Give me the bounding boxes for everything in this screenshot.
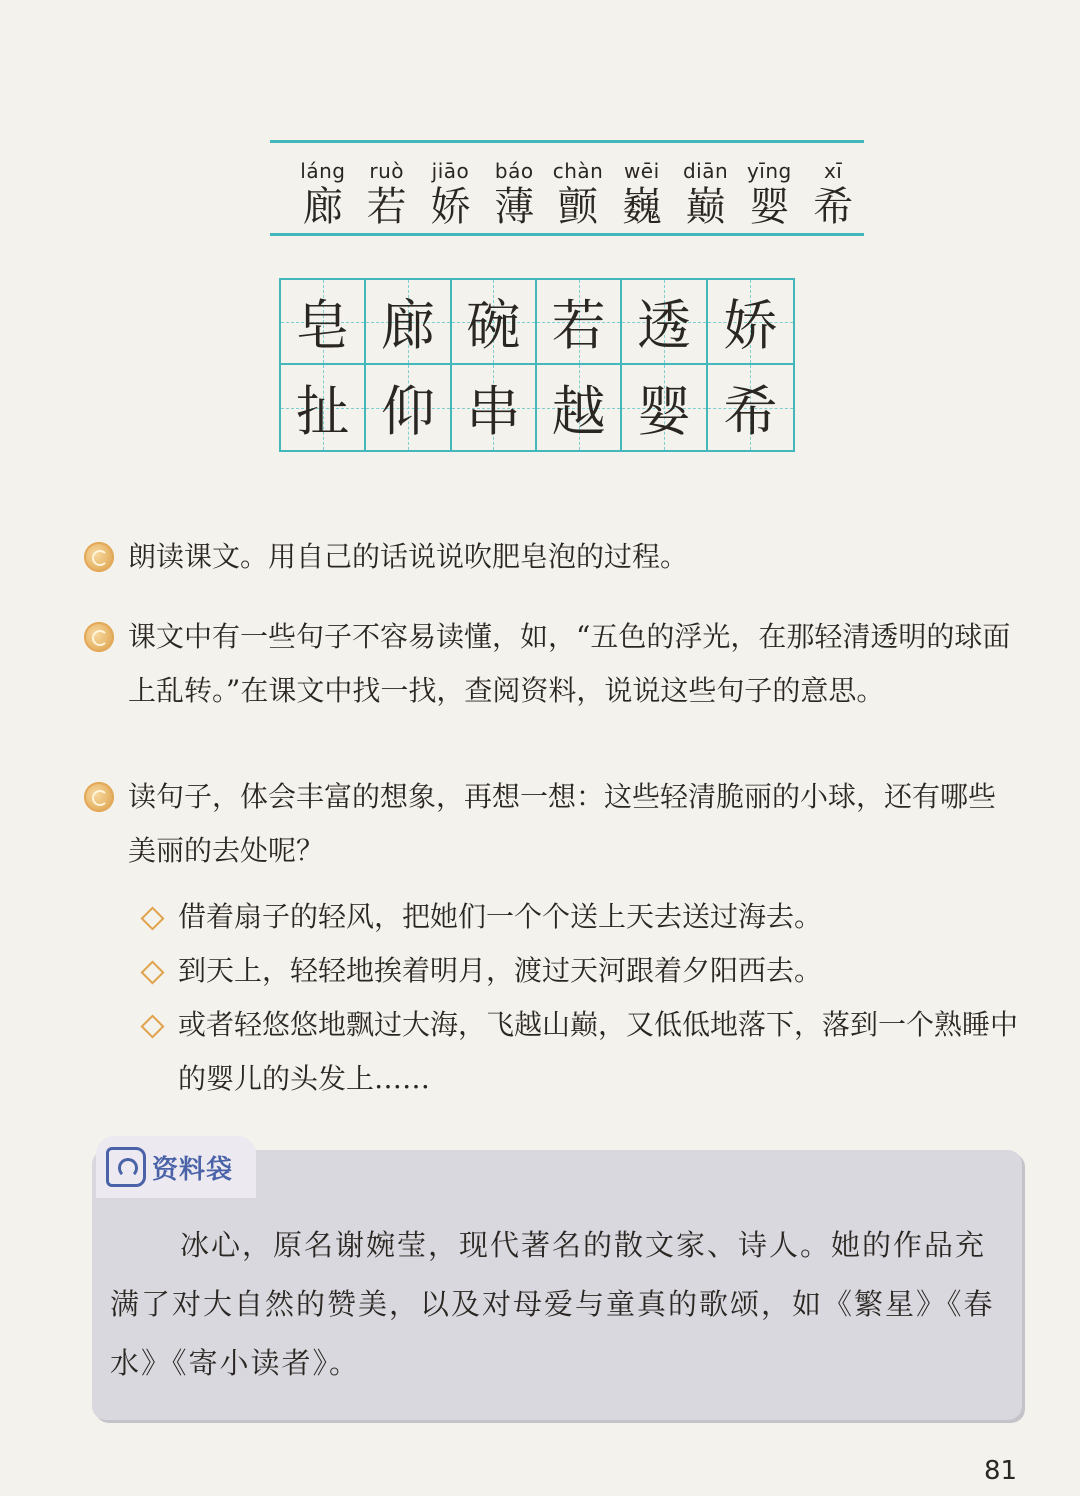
writing-char-cell [708,365,793,450]
reading-char-item [802,159,864,231]
diamond-bullet-icon [140,906,164,930]
reading-char: 娇 [430,184,471,230]
exercise-item [84,530,1014,584]
writing-char-cell [537,365,622,450]
pinyin: yīng [746,159,792,183]
writing-char: 越 [551,380,606,443]
exercise-icon [84,622,114,652]
writing-char: 皂 [295,294,350,357]
reading-characters-band [270,140,864,236]
exercise-text: 课文中有一些句子不容易读懂，如，“五色的浮光，在那轻清透明的球面上乱转。”在课文中找一找，查阅资料，说说这些句子的意思。 [128,620,1011,707]
pinyin: láng [300,159,346,183]
info-box-title: 资料袋 [152,1154,234,1185]
info-box-text: 冰心，原名谢婉莹，现代著名的散文家、诗人。她的作品充满了对大自然的赞美，以及对母爱与童真的歌颂，如《繁星》《春水》《寄小读者》。 [110,1228,995,1380]
reading-char-item [356,159,418,231]
writing-char: 娇 [723,294,778,357]
writing-char: 透 [636,294,691,357]
info-box-tab [96,1136,256,1198]
pinyin: xī [823,159,843,183]
list-item [140,944,1020,998]
reading-char: 廊 [302,184,343,230]
writing-char-cell [366,280,451,365]
writing-char-cell [622,280,707,365]
pinyin: báo [494,159,534,183]
writing-char: 仰 [380,380,435,443]
writing-char-cell [622,365,707,450]
writing-char: 希 [723,380,778,443]
pinyin: chàn [552,159,604,183]
reading-char: 希 [813,184,854,230]
reading-char: 若 [366,184,407,230]
writing-char-cell [452,365,537,450]
writing-char-cell [281,280,366,365]
writing-char-cell [708,280,793,365]
writing-char-cell [281,365,366,450]
list-item [140,890,1020,944]
reading-char: 婴 [749,184,790,230]
imagination-list [140,890,1020,1106]
reading-char: 颤 [558,184,599,230]
list-item-text: 或者轻悠悠地飘过大海，飞越山巅，又低低地落下，落到一个熟睡中的婴儿的头发上…… [178,1008,1019,1095]
exercise-item [84,770,1014,878]
reading-characters-row [292,159,864,231]
diamond-bullet-icon [140,960,164,984]
reading-char-item [292,159,354,231]
page-number: 81 [984,1456,1018,1486]
writing-char-cell [366,365,451,450]
list-item-text: 借着扇子的轻风，把她们一个个送上天去送过海去。 [178,900,823,933]
exercise-icon [84,542,114,572]
diamond-bullet-icon [140,1014,164,1038]
writing-char: 廊 [380,294,435,357]
info-bag-icon [106,1147,146,1187]
writing-char: 串 [466,380,521,443]
writing-char: 扯 [295,380,350,443]
list-item-text: 到天上，轻轻地挨着明月，渡过天河跟着夕阳西去。 [178,954,823,987]
writing-char: 婴 [636,380,691,443]
reading-char-item [738,159,800,231]
reading-char: 巍 [621,184,662,230]
writing-characters-grid [279,278,795,452]
pinyin: diān [682,159,729,183]
writing-char: 若 [551,294,606,357]
pinyin: ruò [369,159,404,183]
exercise-icon [84,782,114,812]
pinyin: jiāo [431,159,470,183]
exercise-item [84,610,1014,718]
list-item [140,998,1020,1106]
reading-char-item [611,159,673,231]
writing-char-cell [537,280,622,365]
reading-char: 薄 [494,184,535,230]
writing-char: 碗 [466,294,521,357]
pinyin: wēi [623,159,660,183]
writing-char-cell [452,280,537,365]
exercise-text: 朗读课文。用自己的话说说吹肥皂泡的过程。 [128,540,689,573]
reading-char-item [547,159,609,231]
reading-char-item [675,159,737,231]
exercise-text: 读句子，体会丰富的想象，再想一想：这些轻清脆丽的小球，还有哪些美丽的去处呢？ [128,780,997,867]
reading-char-item [420,159,482,231]
reading-char: 巅 [685,184,726,230]
reading-char-item [483,159,545,231]
